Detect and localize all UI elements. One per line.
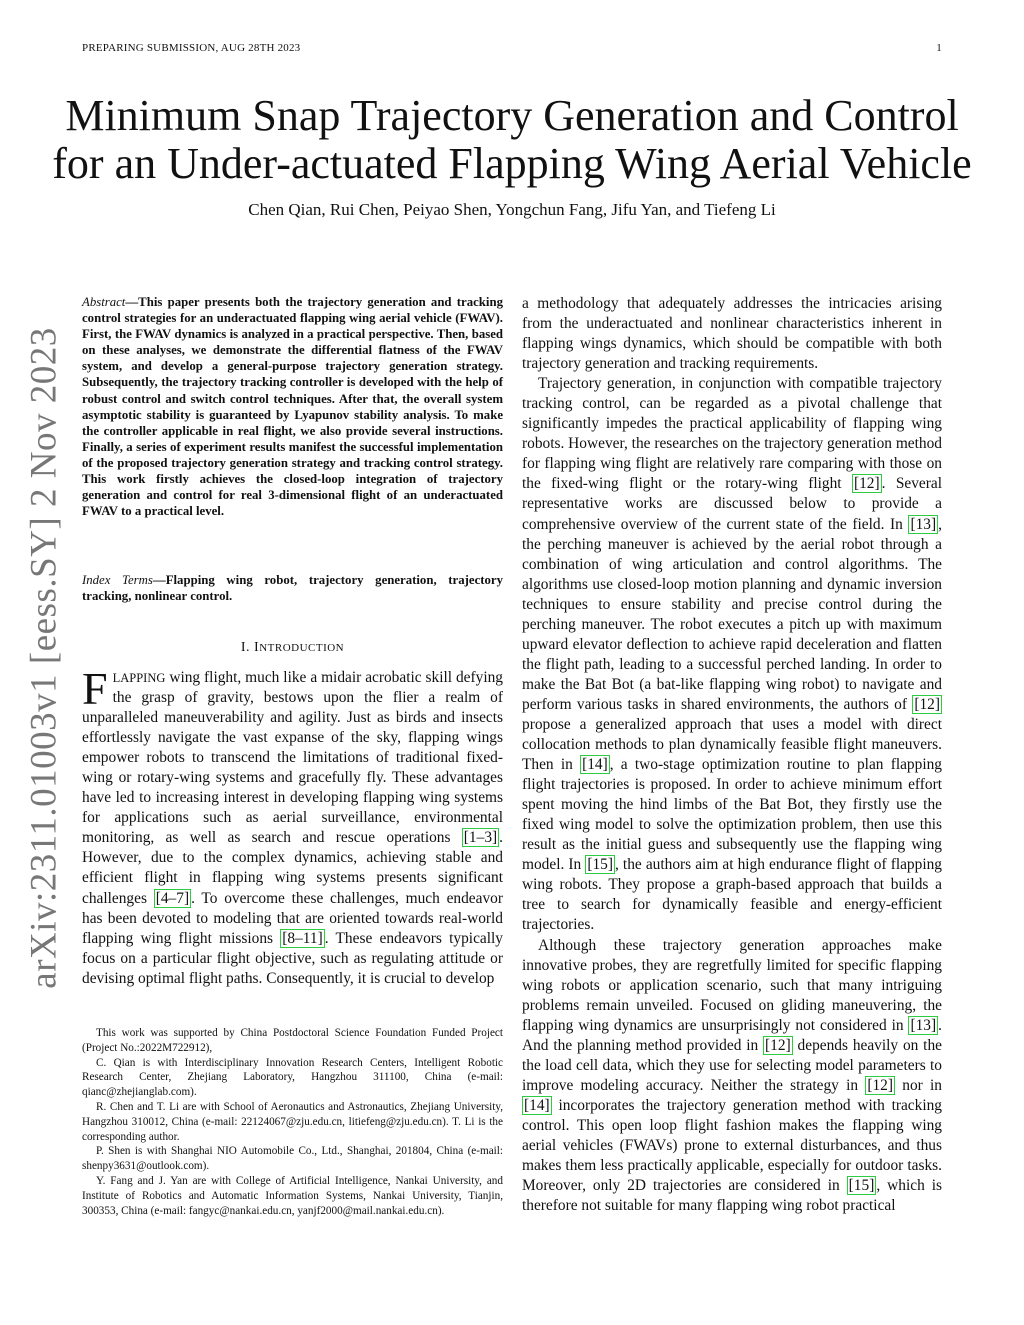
citation-link[interactable]: [13] — [910, 515, 937, 533]
text-run: propose a generalized approach that uses a model with direct collocation methods to plan dynamically feasible flight maneuvers. Then in — [522, 715, 942, 774]
text-run: , which is therefore not suitable for many flapping wing robot practical — [522, 1177, 942, 1215]
drop-cap: F — [82, 663, 108, 714]
text-run: nor in — [895, 1076, 942, 1094]
page-number: 1 — [936, 42, 942, 54]
citation-link[interactable]: [12] — [914, 695, 940, 713]
intro-text-2: . However, due to the complex dynamics, achieving stable and efficient flight in flapping wing systems presents significant challenges — [82, 829, 503, 907]
citation-link[interactable]: [8–11] — [282, 929, 323, 947]
intro-text-3: . To overcome these challenges, much endeavor has been devoted to modeling that are oriented towards real-world flapping wing flight missions — [82, 889, 503, 947]
text-run: . Several representative works are discussed below to provide a comprehensive overview of the current state of the field. In — [522, 475, 942, 533]
abstract — [82, 294, 503, 519]
footnote: Y. Fang and J. Yan are with College of Artificial Intelligence, Nankai University, and Institute of Robotics and Automatic Information Systems, Nankai University, Tianjin, 300353, China (e-mail: fangyc@nankai.edu.cn, yanjf2000@mail.nankai.edu.cn). — [82, 1174, 503, 1217]
right-column — [522, 294, 942, 1216]
citation-link[interactable]: [15] — [848, 1177, 875, 1195]
citation-link[interactable]: [14] — [582, 756, 608, 774]
section-numeral: I. — [240, 640, 255, 655]
citation-link[interactable]: [12] — [765, 1036, 791, 1054]
citation-link[interactable]: [13] — [910, 1016, 937, 1034]
author-list: Chen Qian, Rui Chen, Peiyao Shen, Yongchun Fang, Jifu Yan, and Tiefeng Li — [248, 200, 776, 219]
citation-link[interactable]: [4–7] — [155, 889, 190, 907]
citation-link[interactable]: [14] — [524, 1096, 550, 1114]
footnote: R. Chen and T. Li are with School of Aeronautics and Astronautics, Zhejiang University, Hangzhou 310012, China (e-mail: 22124067@zju.edu.cn, litiefeng@zju.edu.cn). T. Li is the corresponding author. — [82, 1100, 503, 1143]
text-run: Trajectory generation, in conjunction with compatible trajectory tracking control, can be regarded as a pivotal challenge that significantly impedes the practical applicability of flapping wing robots. However, the researches on the trajectory generation method for flapping wing flight are relatively rare comparing with those on the fixed-wing flight or the rotary-wing flight — [522, 375, 942, 493]
text-run: , a two-stage optimization routine to plan flapping flight trajectories is proposed. In order to achieve minimum effort spent moving the hind limbs of the Bat Bot, they firstly use the fixed wing model to solve the optimization problem, then use this result as the initial guess and subsequently use the flapping wing model. In — [522, 756, 942, 874]
footnote: C. Qian is with Interdisciplinary Innovation Research Centers, Intelligent Robotic Research Center, Zhejiang Laboratory, Hangzhou 311100, China (e-mail: qianc@zhejianglab.com). — [82, 1056, 503, 1099]
title-line-2: for an Under-actuated Flapping Wing Aerial Vehicle — [52, 139, 972, 188]
section-title-rest: NTRODUCTION — [259, 642, 345, 654]
running-head-text: PREPARING SUBMISSION, AUG 28TH 2023 — [82, 42, 301, 54]
intro-text-1: wing flight, much like a midair acrobatic skill defying the grasp of gravity, bestows upon the flier a realm of unparalleled maneuverability and agility. Just as birds and insects effortlessly navigate the vast expanse of the sky, flapping wings empower robots to transcend the limitations of traditional fixed-wing or rotary-wing systems and gracefully fly. These advantages have led to increasing interest in developing flapping wing systems for applications such as aerial surveillance, environmental monitoring, as well as search and rescue operations — [82, 669, 503, 847]
arxiv-stamp — [14, 327, 74, 989]
footnote: This work was supported by China Postdoctoral Science Foundation Funded Project (Project No.:2022M722912), — [82, 1027, 503, 1054]
citation-link[interactable]: [12] — [853, 475, 880, 493]
paragraph — [522, 374, 942, 935]
intro-paragraph — [82, 663, 503, 989]
text-run: Although these trajectory generation approaches make innovative probes, they are regretfully limited for specific flapping wing robots or application scenario, such that many intriguing problems remain unveiled. Focused on gliding maneuvering, the flapping wing dynamics are unsurprisingly not considered in — [522, 936, 942, 1034]
text-run: , the authors aim at high endurance flight of flapping wing robots. They propose a graph-based approach that builds a tree to search for dynamically feasible and energy-efficient trajectories. — [522, 856, 942, 934]
citation-link[interactable]: [15] — [587, 856, 613, 874]
running-head — [82, 42, 942, 54]
paragraph: a methodology that adequately addresses the intricacies arising from the underactuated and nonlinear characteristics inherent in flapping wings dynamics, which should be compatible with both trajectory generation and tracking requirements. — [522, 295, 942, 373]
footnote: P. Shen is with Shanghai NIO Automobile Co., Ltd., Shanghai, 201804, China (e-mail: shenpy3631@outlook.com). — [82, 1145, 503, 1173]
index-terms-lead: Index Terms — [82, 573, 153, 587]
title-line-1: Minimum Snap Trajectory Generation and Control — [65, 91, 959, 140]
citation-link[interactable]: [1–3] — [463, 829, 498, 847]
text-run: . And the planning method provided in — [522, 1016, 942, 1054]
arxiv-stamp-text: arXiv:2311.01003v1 [eess.SY] 2 Nov 2023 — [23, 327, 65, 989]
section-initial: I — [254, 640, 260, 655]
index-terms-text: —Flapping wing robot, trajectory generation, trajectory tracking, nonlinear control. — [82, 573, 503, 604]
text-run: depends heavily on the the load cell data, which they use for selecting model parameters to improve modeling accuracy. Neither the strategy in — [522, 1036, 942, 1094]
intro-text-4: . These endeavors typically focus on a particular flight objective, such as regulating attitude or devising optimal flight paths. Consequently, it is crucial to develop — [82, 929, 503, 987]
intro-smallcaps: LAPPING — [112, 671, 166, 685]
paper-title — [40, 92, 984, 188]
footnotes — [82, 1026, 503, 1218]
abstract-lead: Abstract — [82, 295, 126, 309]
text-run: , the perching maneuver is achieved by the aerial robot through a combination of wing articulation and control algorithms. The algorithms use closed-loop motion planning and dynamic inversion techniques to ensure stability and precise control during the perching maneuver. The robot executes a pitch up with maximum upward elevator deflection to achieve rapid deceleration and flatten the flight path, leading to a successful perched landing. In order to make the Bat Bot (a bat-like flapping wing robot) to navigate and perform various tasks in shared environments, the authors of — [522, 515, 942, 713]
paragraph — [522, 936, 942, 1217]
text-run: incorporates the trajectory generation method with tracking control. This open loop flight fashion makes the flapping wing aerial vehicles (FWAVs) prone to external disturbances, and thus makes them less practically applicable, especially for outdoor tasks. Moreover, only 2D trajectories are considered in — [522, 1096, 942, 1195]
index-terms — [82, 572, 503, 604]
abstract-text: —This paper presents both the trajectory generation and tracking control strategies for an underactuated flapping wing aerial vehicle (FWAV). First, the FWAV dynamics is analyzed in a practical perspective. Then, based on these analyses, we demonstrate the differential flatness of the FWAV system, and develop a general-purpose trajectory generation strategy. Subsequently, the trajectory tracking controller is developed with the help of robust control and switch control techniques. After that, the overall system asymptotic stability is guaranteed by Lyapunov stability analysis. To make the controller applicable in real flight, we also provide several instructions. Finally, a series of experiment results manifest the successful implementation of the proposed trajectory generation strategy and tracking control strategy. This work firstly achieves the closed-loop integration of trajectory generation and control for real 3-dimensional flight of an underactuated FWAV to a practical level. — [82, 295, 503, 519]
section-heading-introduction — [82, 640, 503, 656]
citation-link[interactable]: [12] — [867, 1076, 893, 1094]
